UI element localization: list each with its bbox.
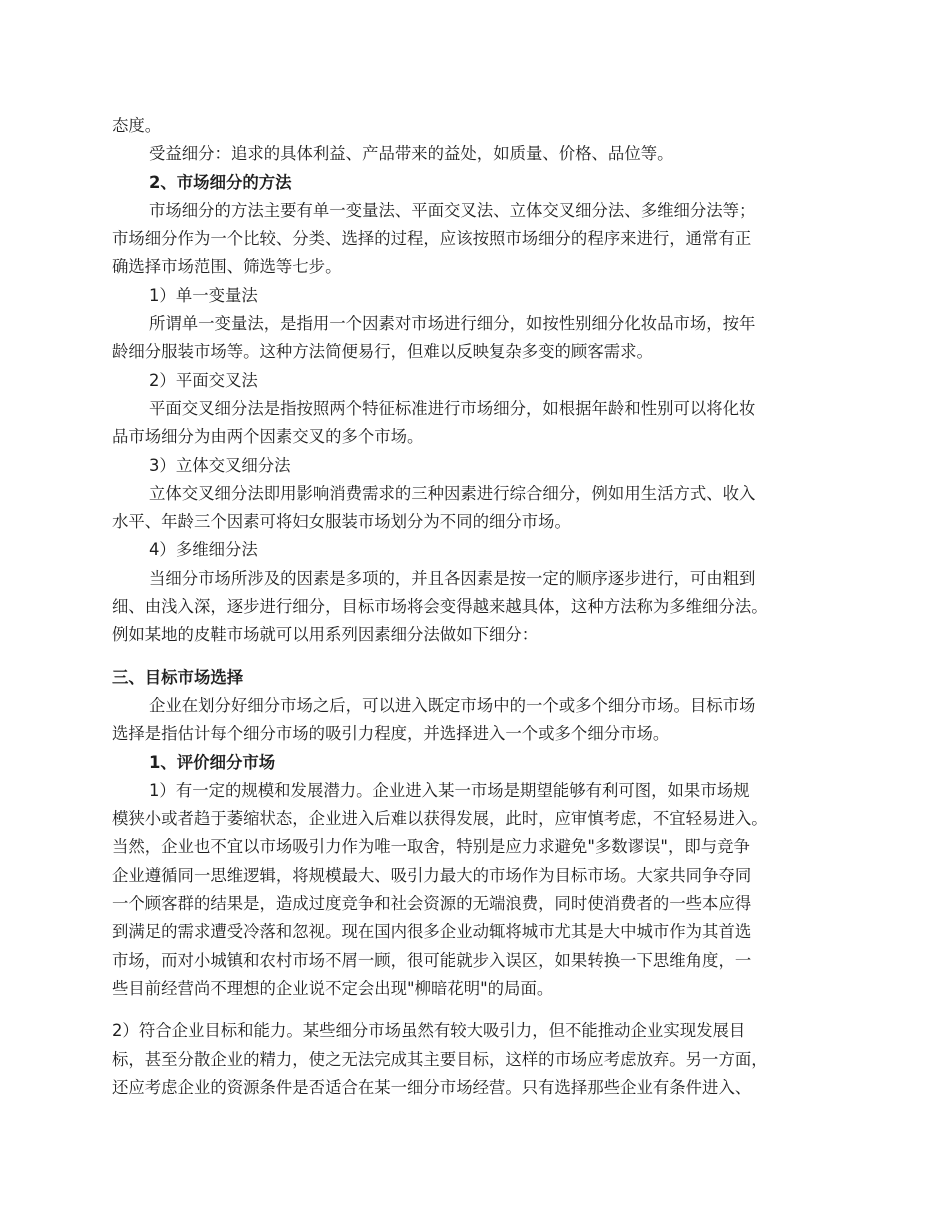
paragraph-line: 当然，企业也不宜以市场吸引力作为唯一取舍，特别是应力求避免"多数谬误"，即与竞争 [112, 837, 750, 857]
heading-evaluate-segments: 1、评价细分市场 [149, 752, 276, 772]
paragraph-line: 当细分市场所涉及的因素是多项的，并且各因素是按一定的顺序逐步进行，可由粗到 [149, 568, 756, 588]
paragraph-line: 企业在划分好细分市场之后，可以进入既定市场中的一个或多个细分市场。目标市场 [149, 695, 756, 715]
paragraph-line: 立体交叉细分法即用影响消费需求的三种因素进行综合细分，例如用生活方式、收入 [149, 483, 756, 503]
paragraph-line: 企业遵循同一思维逻辑，将规模最大、吸引力最大的市场作为目标市场。大家共同争夺同 [112, 865, 752, 885]
paragraph-line: 态度。 [112, 116, 162, 135]
paragraph-line: 1）有一定的规模和发展潜力。企业进入某一市场是期望能够有利可图，如果市场规 [149, 780, 750, 800]
subheading-single-variable: 1）单一变量法 [149, 285, 258, 305]
paragraph-line: 市场细分的方法主要有单一变量法、平面交叉法、立体交叉细分法、多维细分法等； [149, 200, 756, 220]
heading-segmentation-methods: 2、市场细分的方法 [149, 172, 292, 192]
paragraph-line: 2）符合企业目标和能力。某些细分市场虽然有较大吸引力，但不能推动企业实现发展目 [112, 1021, 746, 1041]
paragraph-line: 市场，而对小城镇和农村市场不屑一顾，很可能就步入误区，如果转换一下思维角度，一 [112, 950, 752, 970]
heading-target-market: 三、目标市场选择 [112, 667, 244, 687]
subheading-3d-cross: 3）立体交叉细分法 [149, 455, 291, 475]
paragraph-line: 例如某地的皮鞋市场就可以用系列因素细分法做如下细分： [112, 625, 539, 645]
paragraph-line: 市场细分作为一个比较、分类、选择的过程，应该按照市场细分的程序来进行，通常有正 [112, 229, 752, 249]
subheading-plane-cross: 2）平面交叉法 [149, 370, 258, 390]
document-page [112, 112, 852, 1102]
paragraph-line: 些目前经营尚不理想的企业说不定会出现"柳暗花明"的局面。 [112, 978, 554, 998]
paragraph-benefit-segmentation: 受益细分：追求的具体利益、产品带来的益处，如质量、价格、品位等。 [149, 144, 674, 164]
paragraph-line: 到满足的需求遭受冷落和忽视。现在国内很多企业动辄将城市尤其是大中城市作为其首选 [112, 922, 752, 942]
paragraph-gap [112, 650, 852, 664]
paragraph-line: 还应考虑企业的资源条件是否适合在某一细分市场经营。只有选择那些企业有条件进入、 [112, 1077, 752, 1097]
paragraph-line: 细、由浅入深，逐步进行细分，目标市场将会变得越来越具体，这种方法称为多维细分法。 [112, 597, 768, 617]
paragraph-line: 品市场细分为由两个因素交叉的多个市场。 [112, 427, 424, 447]
paragraph-line: 龄细分服装市场等。这种方法简便易行，但难以反映复杂多变的顾客需求。 [112, 342, 653, 362]
paragraph-line: 水平、年龄三个因素可将妇女服装市场划分为不同的细分市场。 [112, 512, 571, 532]
paragraph-line: 平面交叉细分法是指按照两个特征标准进行市场细分，如根据年龄和性别可以将化妆 [149, 398, 756, 418]
paragraph-line: 确选择市场范围、筛选等七步。 [112, 257, 342, 277]
paragraph-line: 标，甚至分散企业的精力，使之无法完成其主要目标，这样的市场应考虑放弃。另一方面， [112, 1049, 768, 1069]
paragraph-line: 所谓单一变量法，是指用一个因素对市场进行细分，如按性别细分化妆品市场，按年 [149, 314, 756, 334]
paragraph-gap [112, 1003, 852, 1017]
paragraph-line: 一个顾客群的结果是，造成过度竞争和社会资源的无端浪费，同时使消费者的一些本应得 [112, 894, 752, 914]
subheading-multi-dimension: 4）多维细分法 [149, 540, 258, 560]
paragraph-line: 选择是指估计每个细分市场的吸引力程度，并选择进入一个或多个细分市场。 [112, 724, 670, 744]
paragraph-line: 模狭小或者趋于萎缩状态，企业进入后难以获得发展，此时，应审慎考虑，不宜轻易进入。 [112, 809, 768, 829]
